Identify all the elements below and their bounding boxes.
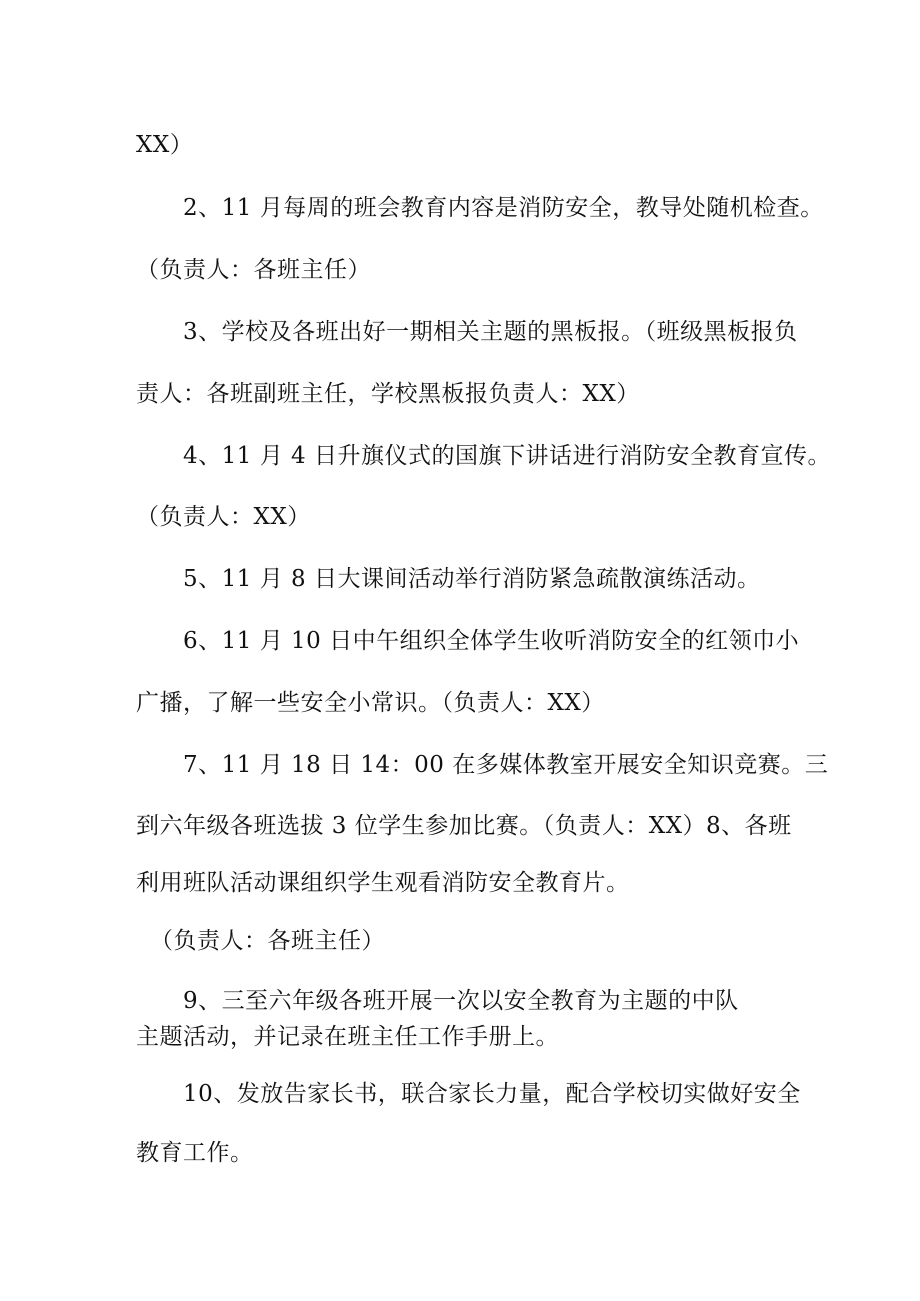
text-line-12: 到六年级各班选拔 3 位学生参加比赛。（负责人：XX）8、各班 bbox=[136, 813, 792, 839]
text-line-5: 责人：各班副班主任，学校黑板报负责人：XX） bbox=[136, 381, 640, 407]
text-line-15: 9、三至六年级各班开展一次以安全教育为主题的中队 bbox=[183, 988, 739, 1014]
text-line-11: 7、11 月 18 日 14：00 在多媒体教室开展安全知识竞赛。三 bbox=[183, 752, 829, 778]
text-line-3: （负责人：各班主任） bbox=[136, 257, 371, 283]
text-line-7: （负责人：XX） bbox=[136, 504, 311, 530]
text-line-18: 教育工作。 bbox=[136, 1140, 254, 1166]
text-line-4: 3、学校及各班出好一期相关主题的黑板报。（班级黑板报负 bbox=[183, 319, 798, 345]
text-line-17: 10、发放告家长书，联合家长力量，配合学校切实做好安全 bbox=[183, 1081, 801, 1107]
text-line-6: 4、11 月 4 日升旗仪式的国旗下讲话进行消防安全教育宣传。 bbox=[183, 443, 831, 469]
text-line-1: XX） bbox=[136, 132, 194, 158]
text-line-8: 5、11 月 8 日大课间活动举行消防紧急疏散演练活动。 bbox=[183, 566, 761, 592]
text-line-13: 利用班队活动课组织学生观看消防安全教育片。 bbox=[136, 870, 630, 896]
text-line-2: 2、11 月每周的班会教育内容是消防安全，教导处随机检查。 bbox=[183, 195, 824, 221]
text-line-14: （负责人：各班主任） bbox=[150, 928, 385, 954]
text-line-10: 广播，了解一些安全小常识。（负责人：XX） bbox=[136, 690, 605, 716]
text-line-9: 6、11 月 10 日中午组织全体学生收听消防安全的红领巾小 bbox=[183, 628, 800, 654]
text-line-16: 主题活动，并记录在班主任工作手册上。 bbox=[136, 1024, 559, 1050]
